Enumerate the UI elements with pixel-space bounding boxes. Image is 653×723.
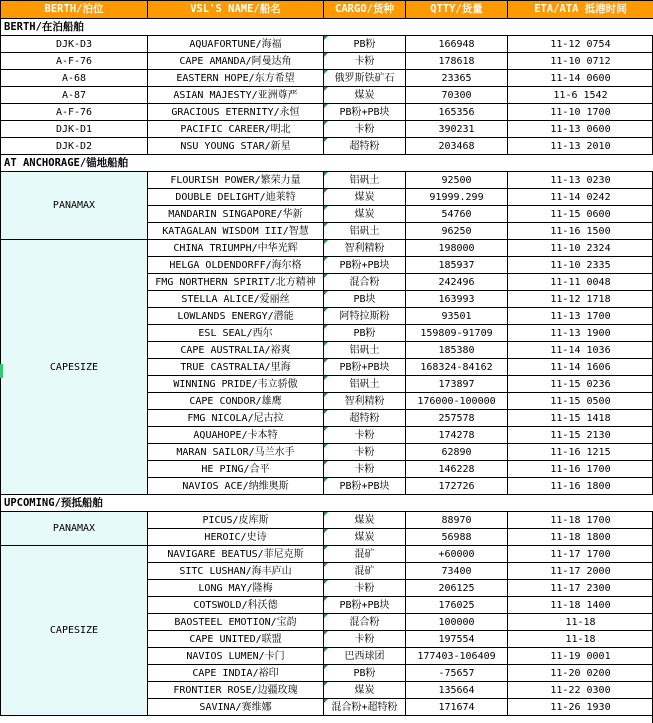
section-header-row <box>1 155 653 172</box>
vessel-name-cell: TRUE CASTRALIA/里海 <box>148 359 324 376</box>
vessel-name-cell: NSU YOUNG STAR/新星 <box>148 138 324 155</box>
eta-cell: 11-19 0001 <box>508 648 653 665</box>
quantity-cell: 54760 <box>406 206 508 223</box>
eta-cell: 11-12 1718 <box>508 291 653 308</box>
cargo-cell: 智利精粉 <box>324 240 406 257</box>
eta-cell: 11-10 2335 <box>508 257 653 274</box>
vessel-name-cell: NAVIOS ACE/纳维奥斯 <box>148 478 324 495</box>
cargo-cell: 铝矾土 <box>324 342 406 359</box>
cargo-cell: 智利精粉 <box>324 393 406 410</box>
header-berth: BERTH/泊位 <box>1 1 148 19</box>
eta-cell: 11-18 1400 <box>508 597 653 614</box>
vessel-name-cell: FLOURISH POWER/繁荣力量 <box>148 172 324 189</box>
table-row <box>1 87 653 104</box>
cargo-cell: 卡粉 <box>324 427 406 444</box>
cargo-cell: 铝矾土 <box>324 223 406 240</box>
eta-cell: 11-17 1700 <box>508 546 653 563</box>
header-vessel-name: VSL'S NAME/船名 <box>148 1 324 19</box>
vessel-name-cell: PACIFIC CAREER/明北 <box>148 121 324 138</box>
cargo-cell: 铝矾土 <box>324 376 406 393</box>
table-row <box>1 70 653 87</box>
vessel-name-cell: SAVINA/赛维娜 <box>148 699 324 716</box>
eta-cell: 11-15 2130 <box>508 427 653 444</box>
vessel-name-cell: NAVIOS LUMEN/卡门 <box>148 648 324 665</box>
eta-cell: 11-15 0500 <box>508 393 653 410</box>
vessel-name-cell: FMG NICOLA/尼古拉 <box>148 410 324 427</box>
quantity-cell: 242496 <box>406 274 508 291</box>
ship-class-label: CAPESIZE <box>1 240 148 495</box>
cargo-cell: PB粉+PB块 <box>324 478 406 495</box>
eta-cell: 11-13 0600 <box>508 121 653 138</box>
quantity-cell: 172726 <box>406 478 508 495</box>
vessel-name-cell: DOUBLE DELIGHT/迪莱特 <box>148 189 324 206</box>
cargo-cell: 混合粉 <box>324 274 406 291</box>
cargo-cell: 混合粉+超特粉 <box>324 699 406 716</box>
vessel-name-cell: AQUAFORTUNE/海福 <box>148 36 324 53</box>
berth-cell: DJK-D2 <box>1 138 148 155</box>
vessel-name-cell: MARAN SAILOR/马兰水手 <box>148 444 324 461</box>
vessel-name-cell: LONG MAY/隆梅 <box>148 580 324 597</box>
quantity-cell: 185380 <box>406 342 508 359</box>
quantity-cell: 23365 <box>406 70 508 87</box>
vessel-name-cell: FRONTIER ROSE/边疆玫瑰 <box>148 682 324 699</box>
cargo-cell: PB粉 <box>324 325 406 342</box>
table-row <box>1 512 653 529</box>
table-row <box>1 104 653 121</box>
quantity-cell: +60000 <box>406 546 508 563</box>
quantity-cell: -75657 <box>406 665 508 682</box>
cargo-cell: 俄罗斯铁矿石 <box>324 70 406 87</box>
eta-cell: 11-15 0600 <box>508 206 653 223</box>
vessel-name-cell: AQUAHOPE/卡本特 <box>148 427 324 444</box>
quantity-cell: 185937 <box>406 257 508 274</box>
cargo-cell: 混矿 <box>324 563 406 580</box>
eta-cell: 11-13 2010 <box>508 138 653 155</box>
cargo-cell: 煤炭 <box>324 206 406 223</box>
quantity-cell: 165356 <box>406 104 508 121</box>
header-row <box>1 1 653 19</box>
vessel-name-cell: FMG NORTHERN SPIRIT/北方精神 <box>148 274 324 291</box>
eta-cell: 11-13 1900 <box>508 325 653 342</box>
vessel-name-cell: MANDARIN SINGAPORE/华新 <box>148 206 324 223</box>
vessel-name-cell: NAVIGARE BEATUS/菲尼克斯 <box>148 546 324 563</box>
eta-cell: 11-6 1542 <box>508 87 653 104</box>
cargo-cell: PB块 <box>324 291 406 308</box>
quantity-cell: 135664 <box>406 682 508 699</box>
quantity-cell: 73400 <box>406 563 508 580</box>
quantity-cell: 171674 <box>406 699 508 716</box>
cargo-cell: 煤炭 <box>324 512 406 529</box>
cargo-cell: 阿特拉斯粉 <box>324 308 406 325</box>
vessel-name-cell: STELLA ALICE/爱丽丝 <box>148 291 324 308</box>
table-row <box>1 546 653 563</box>
ship-class-label: PANAMAX <box>1 172 148 240</box>
berth-cell: A-F-76 <box>1 53 148 70</box>
quantity-cell: 163993 <box>406 291 508 308</box>
berth-cell: A-87 <box>1 87 148 104</box>
eta-cell: 11-14 0600 <box>508 70 653 87</box>
eta-cell: 11-13 1700 <box>508 308 653 325</box>
quantity-cell: 88970 <box>406 512 508 529</box>
vessel-name-cell: COTSWOLD/科沃德 <box>148 597 324 614</box>
berth-cell: A-F-76 <box>1 104 148 121</box>
cargo-cell: PB粉 <box>324 36 406 53</box>
quantity-cell: 92500 <box>406 172 508 189</box>
cargo-cell: 卡粉 <box>324 444 406 461</box>
eta-cell: 11-15 1418 <box>508 410 653 427</box>
vessel-name-cell: HE PING/合平 <box>148 461 324 478</box>
eta-cell: 11-14 1606 <box>508 359 653 376</box>
vessel-name-cell: HELGA OLDENDORFF/海尔格 <box>148 257 324 274</box>
vessel-name-cell: CAPE UNITED/联盟 <box>148 631 324 648</box>
eta-cell: 11-18 1800 <box>508 529 653 546</box>
table-body <box>1 1 653 716</box>
eta-cell: 11-16 1215 <box>508 444 653 461</box>
quantity-cell: 174278 <box>406 427 508 444</box>
vessel-name-cell: CAPE CONDOR/雄鹰 <box>148 393 324 410</box>
quantity-cell: 198000 <box>406 240 508 257</box>
quantity-cell: 70300 <box>406 87 508 104</box>
vessel-name-cell: EASTERN HOPE/东方希望 <box>148 70 324 87</box>
vessel-name-cell: CHINA TRIUMPH/中华光辉 <box>148 240 324 257</box>
table-row <box>1 53 653 70</box>
quantity-cell: 257578 <box>406 410 508 427</box>
table-row <box>1 240 653 257</box>
vessel-name-cell: GRACIOUS ETERNITY/永恒 <box>148 104 324 121</box>
cargo-cell: 铝矾土 <box>324 172 406 189</box>
cargo-cell: PB粉+PB块 <box>324 359 406 376</box>
cargo-cell: 超特粉 <box>324 138 406 155</box>
quantity-cell: 96250 <box>406 223 508 240</box>
quantity-cell: 177403-106409 <box>406 648 508 665</box>
vessel-name-cell: BAOSTEEL EMOTION/宝韵 <box>148 614 324 631</box>
vessel-name-cell: ESL SEAL/西尔 <box>148 325 324 342</box>
cargo-cell: PB粉+PB块 <box>324 257 406 274</box>
eta-cell: 11-17 2300 <box>508 580 653 597</box>
cargo-cell: 巴西球团 <box>324 648 406 665</box>
eta-cell: 11-16 1700 <box>508 461 653 478</box>
cargo-cell: 煤炭 <box>324 87 406 104</box>
header-cargo: CARGO/货种 <box>324 1 406 19</box>
cargo-cell: 煤炭 <box>324 682 406 699</box>
eta-cell: 11-18 <box>508 631 653 648</box>
eta-cell: 11-18 1700 <box>508 512 653 529</box>
quantity-cell: 173897 <box>406 376 508 393</box>
section-title: BERTH/在泊船舶 <box>1 19 653 36</box>
vessel-name-cell: LOWLANDS ENERGY/潜能 <box>148 308 324 325</box>
quantity-cell: 159809-91709 <box>406 325 508 342</box>
quantity-cell: 178618 <box>406 53 508 70</box>
vessel-name-cell: ASIAN MAJESTY/亚洲尊严 <box>148 87 324 104</box>
quantity-cell: 93501 <box>406 308 508 325</box>
eta-cell: 11-14 1036 <box>508 342 653 359</box>
eta-cell: 11-16 1500 <box>508 223 653 240</box>
cargo-cell: 卡粉 <box>324 461 406 478</box>
table-row <box>1 138 653 155</box>
vessel-name-cell: KATAGALAN WISDOM III/智慧 <box>148 223 324 240</box>
quantity-cell: 203468 <box>406 138 508 155</box>
eta-cell: 11-16 1800 <box>508 478 653 495</box>
section-header-row <box>1 495 653 512</box>
ship-class-label: CAPESIZE <box>1 546 148 716</box>
berth-cell: A-68 <box>1 70 148 87</box>
cargo-cell: 煤炭 <box>324 189 406 206</box>
vessel-name-cell: CAPE INDIA/裕印 <box>148 665 324 682</box>
table-row <box>1 121 653 138</box>
quantity-cell: 197554 <box>406 631 508 648</box>
quantity-cell: 390231 <box>406 121 508 138</box>
vessel-name-cell: HEROIC/史诗 <box>148 529 324 546</box>
cargo-cell: 卡粉 <box>324 631 406 648</box>
quantity-cell: 56988 <box>406 529 508 546</box>
cargo-cell: 煤炭 <box>324 529 406 546</box>
cargo-cell: 混合粉 <box>324 614 406 631</box>
cargo-cell: 超特粉 <box>324 410 406 427</box>
quantity-cell: 176025 <box>406 597 508 614</box>
berth-cell: DJK-D1 <box>1 121 148 138</box>
vessel-name-cell: CAPE AUSTRALIA/裕爽 <box>148 342 324 359</box>
quantity-cell: 146228 <box>406 461 508 478</box>
eta-cell: 11-18 <box>508 614 653 631</box>
quantity-cell: 62890 <box>406 444 508 461</box>
quantity-cell: 166948 <box>406 36 508 53</box>
quantity-cell: 168324-84162 <box>406 359 508 376</box>
cargo-cell: PB粉+PB块 <box>324 597 406 614</box>
eta-cell: 11-10 1700 <box>508 104 653 121</box>
eta-cell: 11-13 0230 <box>508 172 653 189</box>
cargo-cell: 卡粉 <box>324 53 406 70</box>
quantity-cell: 91999.299 <box>406 189 508 206</box>
eta-cell: 11-11 0048 <box>508 274 653 291</box>
eta-cell: 11-12 0754 <box>508 36 653 53</box>
quantity-cell: 176000-100000 <box>406 393 508 410</box>
cargo-cell: 卡粉 <box>324 121 406 138</box>
section-title: UPCOMING/预抵船舶 <box>1 495 653 512</box>
eta-cell: 11-14 0242 <box>508 189 653 206</box>
eta-cell: 11-22 0300 <box>508 682 653 699</box>
table-row <box>1 172 653 189</box>
vessel-name-cell: PICUS/皮库斯 <box>148 512 324 529</box>
quantity-cell: 206125 <box>406 580 508 597</box>
eta-cell: 11-17 2000 <box>508 563 653 580</box>
header-eta: ETA/ATA 抵港时间 <box>508 1 653 19</box>
quantity-cell: 100000 <box>406 614 508 631</box>
eta-cell: 11-10 2324 <box>508 240 653 257</box>
eta-cell: 11-26 1930 <box>508 699 653 716</box>
eta-cell: 11-10 0712 <box>508 53 653 70</box>
cargo-cell: 混矿 <box>324 546 406 563</box>
vessel-name-cell: WINNING PRIDE/韦立骄傲 <box>148 376 324 393</box>
section-header-row <box>1 19 653 36</box>
berth-cell: DJK-D3 <box>1 36 148 53</box>
table-row <box>1 36 653 53</box>
cargo-cell: PB粉 <box>324 665 406 682</box>
row-selection-marker <box>0 364 3 378</box>
section-title: AT ANCHORAGE/锚地船舶 <box>1 155 653 172</box>
cargo-cell: PB粉+PB块 <box>324 104 406 121</box>
vessel-name-cell: SITC LUSHAN/海丰庐山 <box>148 563 324 580</box>
header-quantity: QTTY/货量 <box>406 1 508 19</box>
eta-cell: 11-20 0200 <box>508 665 653 682</box>
vessel-name-cell: CAPE AMANDA/阿曼达角 <box>148 53 324 70</box>
cargo-cell: 卡粉 <box>324 580 406 597</box>
eta-cell: 11-15 0236 <box>508 376 653 393</box>
ship-class-label: PANAMAX <box>1 512 148 546</box>
